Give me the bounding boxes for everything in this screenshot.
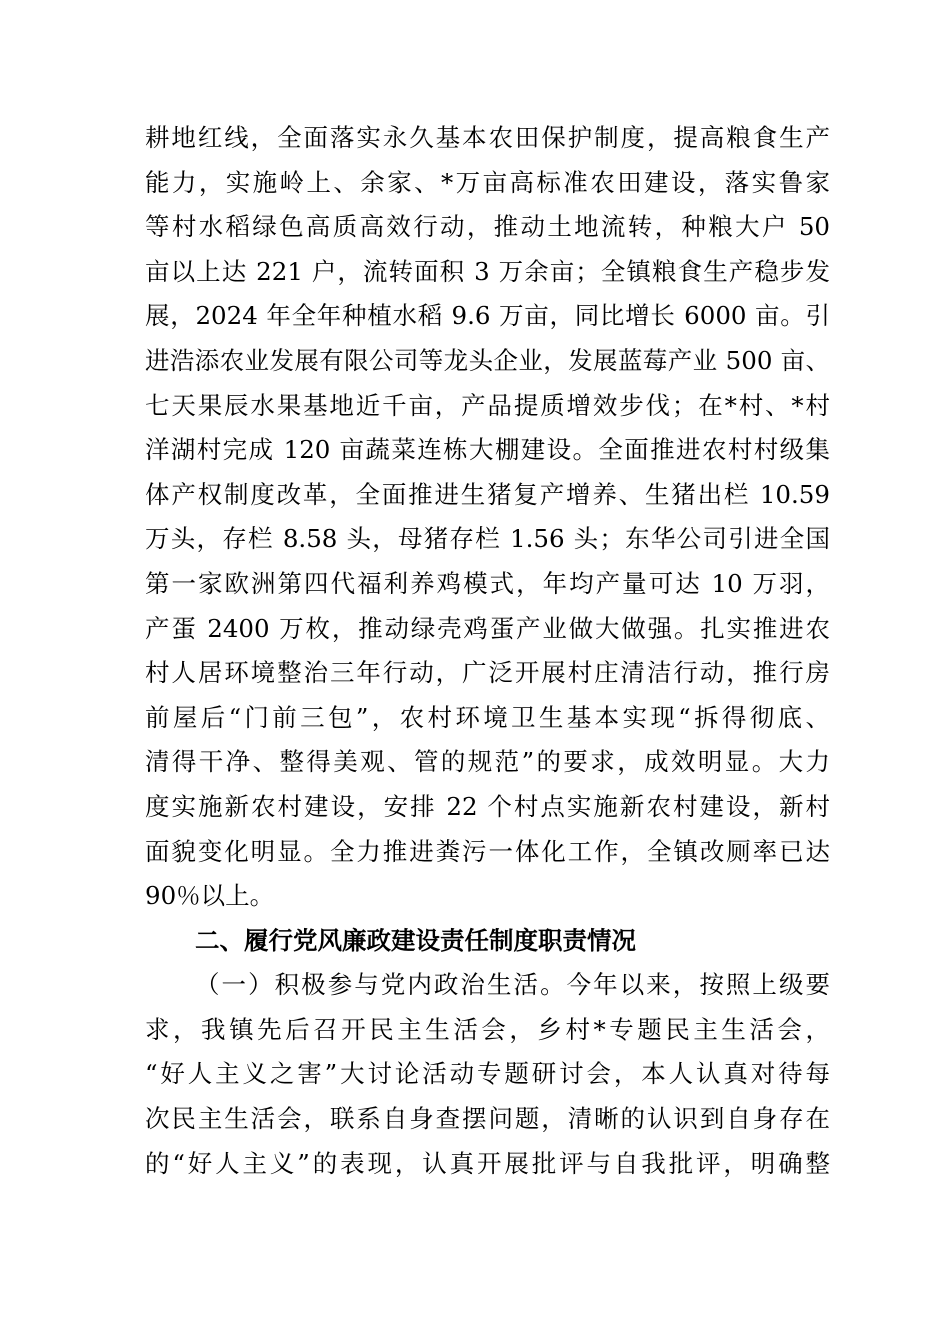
text-line: 度实施新农村建设，安排 22 个村点实施新农村建设，新村	[145, 791, 830, 821]
text-line: 清得干净、整得美观、管的规范”的要求，成效明显。大力	[145, 747, 830, 777]
text-line: 七天果辰水果基地近千亩，产品提质增效步伐；在*村、*村	[145, 390, 830, 420]
text-line: “好人主义之害”大讨论活动专题研讨会，本人认真对待每	[145, 1059, 830, 1089]
text-line: 面貌变化明显。全力推进粪污一体化工作，全镇改厕率已达	[145, 836, 830, 866]
text-line: 产蛋 2400 万枚，推动绿壳鸡蛋产业做大做强。扎实推进农	[145, 613, 830, 643]
text-line: 前屋后“门前三包”，农村环境卫生基本实现“拆得彻底、	[145, 702, 830, 732]
text-line: 展，2024 年全年种植水稻 9.6 万亩，同比增长 6000 亩。引	[145, 301, 830, 331]
text-line: 进浩添农业发展有限公司等龙头企业，发展蓝莓产业 500 亩、	[145, 345, 830, 375]
text-line: 万头，存栏 8.58 头，母猪存栏 1.56 头；东华公司引进全国	[145, 524, 830, 554]
text-line: 求，我镇先后召开民主生活会，乡村*专题民主生活会，	[145, 1014, 830, 1044]
text-line: 次民主生活会，联系自身查摆问题，清晰的认识到自身存在	[145, 1104, 830, 1134]
paragraph-rural-development	[145, 116, 830, 919]
text-line: （一）积极参与党内政治生活。今年以来，按照上级要	[195, 970, 830, 1000]
section-heading: 二、履行党风廉政建设责任制度职责情况	[195, 925, 636, 955]
text-line: 体产权制度改革，全面推进生猪复产增养、生猪出栏 10.59	[145, 479, 830, 509]
text-line: 能力，实施岭上、余家、*万亩高标准农田建设，落实鲁家	[145, 167, 830, 197]
paragraph-party-life	[145, 963, 830, 1186]
text-line: 洋湖村完成 120 亩蔬菜连栋大棚建设。全面推进农村村级集	[145, 435, 830, 465]
text-line: 的“好人主义”的表现，认真开展批评与自我批评，明确整	[145, 1148, 830, 1178]
text-line: 村人居环境整治三年行动，广泛开展村庄清洁行动，推行房	[145, 658, 830, 688]
text-line: 亩以上达 221 户，流转面积 3 万余亩；全镇粮食生产稳步发	[145, 256, 830, 286]
text-line: 等村水稻绿色高质高效行动，推动土地流转，种粮大户 50	[145, 212, 830, 242]
text-line: 90％以上。	[145, 881, 275, 911]
text-line: 第一家欧洲第四代福利养鸡模式，年均产量可达 10 万羽，	[145, 568, 830, 598]
document-page	[145, 116, 830, 1186]
text-line: 耕地红线，全面落实永久基本农田保护制度，提高粮食生产	[145, 123, 830, 152]
